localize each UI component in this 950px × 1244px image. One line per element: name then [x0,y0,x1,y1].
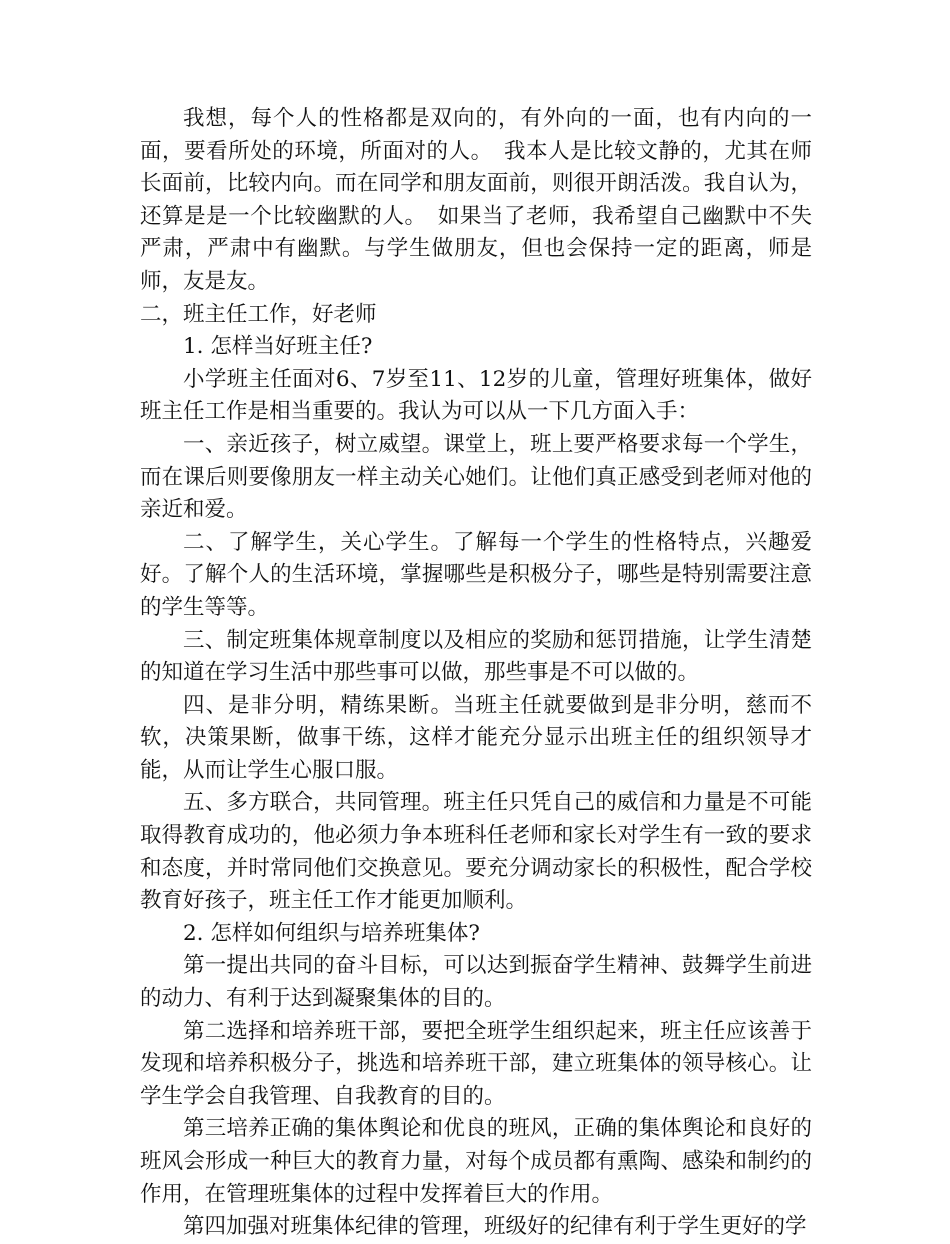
subheading-2: 2. 怎样如何组织与培养班集体? [183,920,480,946]
paragraph-third: 第三培养正确的集体舆论和优良的班风，正确的集体舆论和良好的班风会形成一种巨大的教育力量，对每个成员都有熏陶、感染和制约的作用，在管理班集体的过程中发挥着巨大的作用。 [140,1116,812,1207]
paragraph-point-4: 四、是非分明，精练果断。当班主任就要做到是非分明，慈而不软，决策果断，做事干练，这样才能充分显示出班主任的组织领导才能，从而让学生心服口服。 [140,692,812,783]
document-body [140,103,812,1244]
subheading-1: 1. 怎样当好班主任? [183,334,373,360]
paragraph-point-2: 二、了解学生，关心学生。了解每一个学生的性格特点，兴趣爱好。了解个人的生活环境，掌握哪些是积极分子，哪些是特别需要注意的学生等等。 [140,529,812,620]
paragraph-first: 第一提出共同的奋斗目标，可以达到振奋学生精神、鼓舞学生前进的动力、有利于达到凝聚集体的目的。 [140,953,812,1012]
paragraph-point-1: 一、亲近孩子，树立威望。课堂上，班上要严格要求每一个学生，而在课后则要像朋友一样主动关心她们。让他们真正感受到老师对他的亲近和爱。 [140,431,812,523]
paragraph-point-5: 五、多方联合，共同管理。班主任只凭自己的威信和力量是不可能取得教育成功的，他必须力争本班科任老师和家长对学生有一致的要求和态度，并时常同他们交换意见。要充分调动家长的积极性，配合学校教育好孩子，班主任工作才能更加顺利。 [140,790,812,914]
paragraph-intro: 小学班主任面对6、7岁至11、12岁的儿童，管理好班集体，做好班主任工作是相当重要的。我认为可以从一下几方面入手： [140,366,812,425]
paragraph-personality: 我想，每个人的性格都是双向的，有外向的一面，也有内向的一面，要看所处的环境，所面对的人。 我本人是比较文静的，尤其在师长面前，比较内向。而在同学和朋友面前，则很开朗活泼。我自认为，还算是是一个比较幽默的人。 如果当了老师，我希望自己幽默中不失严肃，严肃中有幽默。与学生做朋友，但也会保持一定的距离，师是师，友是友。 [140,106,812,294]
paragraph-point-3: 三、制定班集体规章制度以及相应的奖励和惩罚措施，让学生清楚的知道在学习生活中那些事可以做，那些事是不可以做的。 [140,627,812,686]
paragraph-second: 第二选择和培养班干部，要把全班学生组织起来，班主任应该善于发现和培养积极分子，挑选和培养班干部，建立班集体的领导核心。让学生学会自我管理、自我教育的目的。 [140,1018,812,1109]
section-heading-2: 二，班主任工作，好老师 [140,301,377,327]
paragraph-fourth: 第四加强对班集体纪律的管理，班级好的纪律有利于学生更好的学 [183,1214,807,1240]
